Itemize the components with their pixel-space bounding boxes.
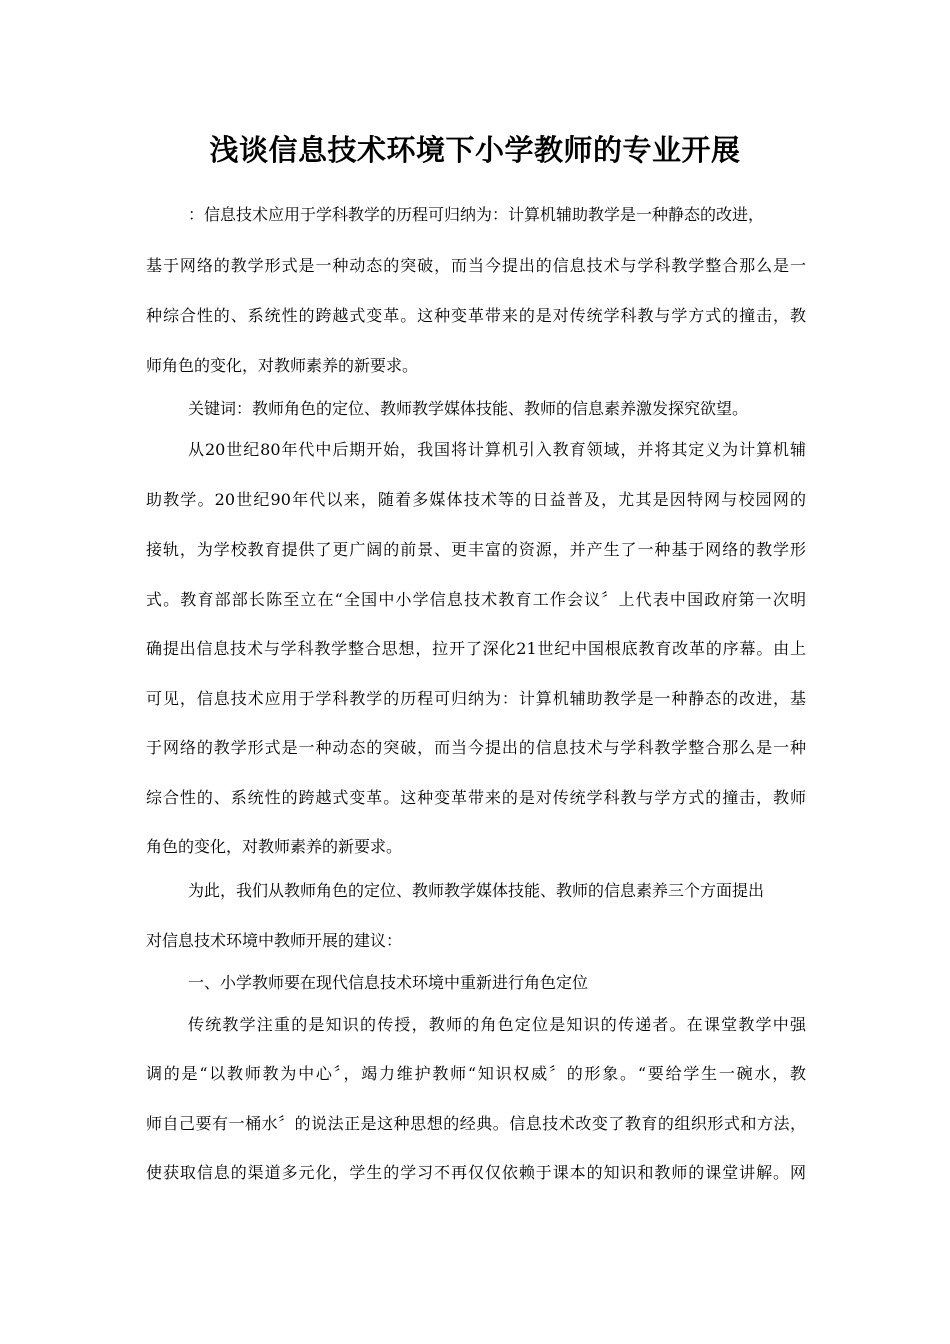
proposal-line-2: 对信息技术环境中教师开展的建议： [146,931,403,950]
abstract-line-3: 种综合性的、系统性的跨越式变革。这种变革带来的是对传统学科教与学方式的撞击，教 [146,306,806,325]
keywords-line: 关键词：教师角色的定位、教师教学媒体技能、教师的信息素养激发探究欲望。 [188,399,749,418]
abstract-line-2: 基于网络的教学形式是一种动态的突破，而当今提出的信息技术与学科教学整合那么是一 [146,256,806,275]
body-line-8: 综合性的、系统性的跨越式变革。这种变革带来的是对传统学科教与学方式的撞击，教师 [146,788,806,807]
proposal-line-1: 为此，我们从教师角色的定位、教师教学媒体技能、教师的信息素养三个方面提出 [188,881,765,900]
section-heading-1: 一、小学教师要在现代信息技术环境中重新进行角色定位 [188,973,589,992]
abstract-line-4: 师角色的变化，对教师素养的新要求。 [146,356,419,375]
body-line-1: 从20世纪80年代中后期开始，我国将计算机引入教育领域，并将其定义为计算机辅 [188,440,806,459]
section-line-2: 调的是“以教师教为中心〞，竭力维护教师“知识权威〞的形象。“要给学生一碗水，教 [146,1064,806,1083]
body-line-5: 确提出信息技术与学科教学整合思想，拉开了深化21世纪中国根底教育改革的序幕。由上 [146,639,806,658]
abstract-line-1: ：信息技术应用于学科教学的历程可归纳为：计算机辅助教学是一种静态的改进， [188,205,765,224]
section-line-4: 使获取信息的渠道多元化，学生的学习不再仅仅依赖于课本的知识和教师的课堂讲解。网 [146,1163,806,1182]
body-line-6: 可见，信息技术应用于学科教学的历程可归纳为：计算机辅助教学是一种静态的改进，基 [146,689,806,708]
section-line-1: 传统教学注重的是知识的传授，教师的角色定位是知识的传递者。在课堂教学中强 [188,1015,806,1034]
body-line-9: 角色的变化，对教师素养的新要求。 [146,837,403,856]
body-line-2: 助教学。20世纪90年代以来，随着多媒体技术等的日益普及，尤其是因特网与校园网的 [146,490,806,509]
document-title: 浅谈信息技术环境下小学教师的专业开展 [209,133,741,167]
section-line-3: 师自己要有一桶水〞的说法正是这种思想的经典。信息技术改变了教育的组织形式和方法， [146,1114,806,1133]
body-line-7: 于网络的教学形式是一种动态的突破，而当今提出的信息技术与学科教学整合那么是一种 [146,738,806,757]
body-line-4: 式。教育部部长陈至立在“全国中小学信息技术教育工作会议〞上代表中国政府第一次明 [146,590,806,609]
body-line-3: 接轨，为学校教育提供了更广阔的前景、更丰富的资源，并产生了一种基于网络的教学形 [146,540,806,559]
